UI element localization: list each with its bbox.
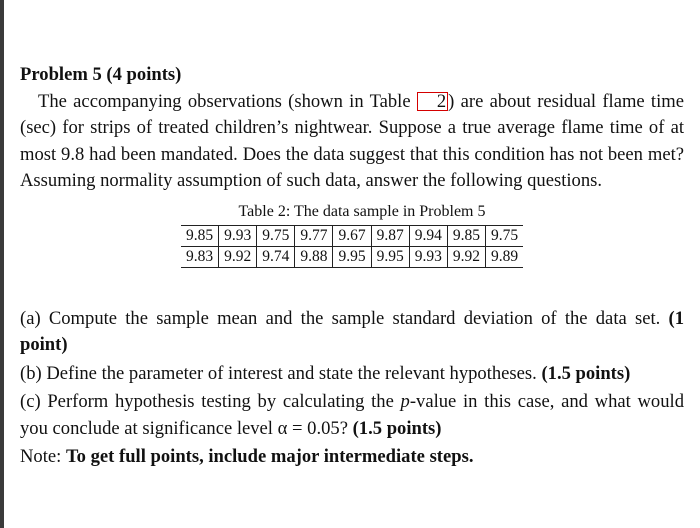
table-reference-link[interactable]: 2 xyxy=(417,92,448,111)
table-cell: 9.93 xyxy=(219,225,257,246)
question-c xyxy=(20,389,684,442)
table-cell: 9.74 xyxy=(257,246,295,267)
table-cell: 9.92 xyxy=(447,246,485,267)
question-b-points: (1.5 points) xyxy=(541,362,631,384)
table-cell: 9.83 xyxy=(181,246,219,267)
table-cell: 9.85 xyxy=(447,225,485,246)
question-c-text-part2: -value in this case, and what would you conclude at significance level α = 0.05? xyxy=(20,391,684,439)
note xyxy=(20,444,684,471)
table-cell: 9.75 xyxy=(257,225,295,246)
question-a-text: (a) Compute the sample mean and the sample standard deviation of the data set. xyxy=(20,307,661,329)
table-cell: 9.93 xyxy=(409,246,447,267)
table-row xyxy=(181,246,523,267)
table-cell: 9.77 xyxy=(295,225,333,246)
table-cell: 9.95 xyxy=(333,246,371,267)
table-row xyxy=(181,225,523,246)
data-table-block xyxy=(20,201,684,268)
table-cell: 9.85 xyxy=(185,226,214,244)
table-caption: Table 2: The data sample in Problem 5 xyxy=(238,202,486,220)
problem-text-part1: The accompanying observations (shown in Table xyxy=(38,90,417,112)
table-cell: 9.95 xyxy=(371,246,409,267)
question-c-points: (1.5 points) xyxy=(352,417,442,439)
table-cell: 9.87 xyxy=(371,225,409,246)
question-a-points: (1 point) xyxy=(20,307,684,355)
problem-document xyxy=(20,62,684,473)
note-label: Note: xyxy=(20,446,62,467)
question-c-p-symbol: p xyxy=(400,391,410,412)
question-a xyxy=(20,306,684,359)
question-c-text-part1: (c) Perform hypothesis testing by calculating the xyxy=(20,391,401,412)
problem-heading: Problem 5 (4 points) xyxy=(20,64,182,85)
left-border xyxy=(0,0,4,528)
table-cell: 9.94 xyxy=(409,225,447,246)
note-text: To get full points, include major intermediate steps. xyxy=(65,446,474,467)
table-cell: 9.89 xyxy=(485,246,523,267)
question-b xyxy=(20,361,684,388)
table-cell: 9.75 xyxy=(485,225,523,246)
problem-description xyxy=(20,89,684,195)
questions-list xyxy=(20,306,684,471)
problem-text-part2: ) are about residual flame time (sec) for strips of treated children’s nightwear. Suppose a true average flame time of at most 9.8 had been mandated. Does the data suggest that this condition has not been met? Assuming normality assumption of such data, answer the following questions. xyxy=(20,90,684,191)
data-table xyxy=(181,225,523,268)
table-cell: 9.88 xyxy=(295,246,333,267)
table-cell: 9.67 xyxy=(333,225,371,246)
table-cell: 9.92 xyxy=(219,246,257,267)
question-b-text: (b) Define the parameter of interest and state the relevant hypotheses. xyxy=(20,362,537,384)
